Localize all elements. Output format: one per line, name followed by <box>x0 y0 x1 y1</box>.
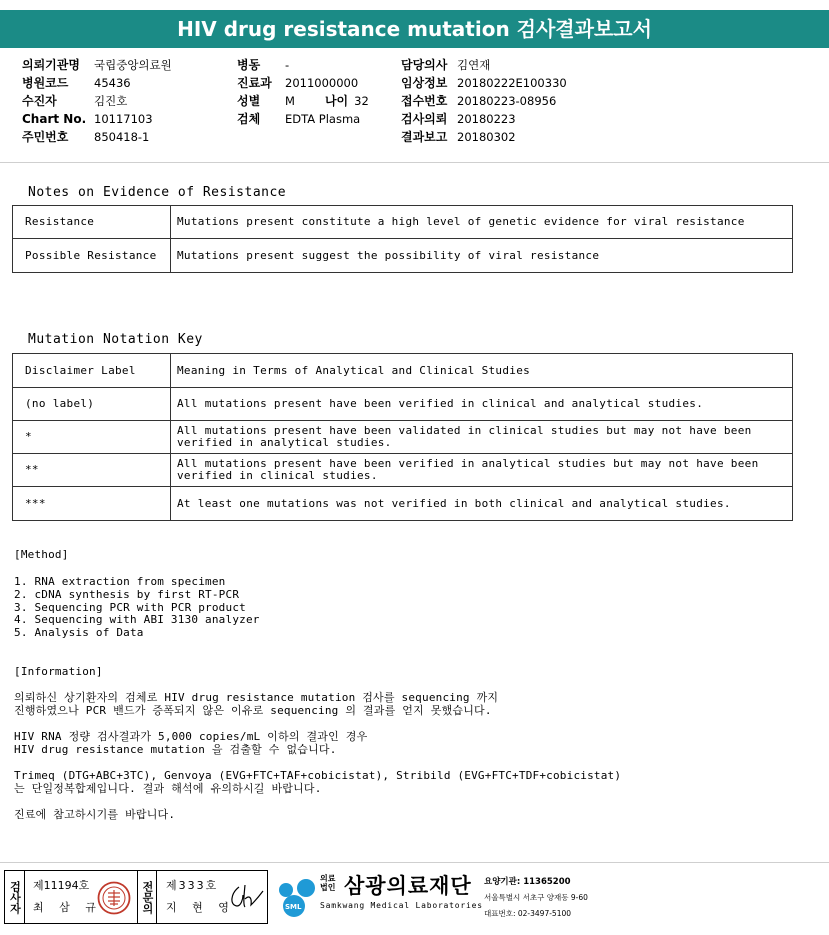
table-cell: *** <box>13 487 171 521</box>
table-cell: All mutations present have been validated in clinical studies but may not have been verified in analytical studies. <box>171 421 793 454</box>
info-row: 병원코드 45436 <box>22 76 131 90</box>
reviewer-license: 제333호 <box>166 879 219 892</box>
info-row: 임상정보 20180222E100330 <box>401 76 567 90</box>
sml-logo-text: SML <box>285 903 302 911</box>
reviewer-label: 전문의 <box>137 871 157 923</box>
info-row: 검사의뢰 20180223 <box>401 112 516 126</box>
key-title: Mutation Notation Key <box>28 332 203 347</box>
sml-logo-icon <box>272 872 318 918</box>
info-paragraph: 는 단일정복합제입니다. 결과 해석에 유의하시길 바랍니다. <box>14 782 322 795</box>
info-row: 병동 - <box>237 58 290 72</box>
table-row <box>13 239 793 273</box>
lab-corporate-tag: 의료법인 <box>320 874 336 892</box>
table-cell: Mutations present suggest the possibility of viral resistance <box>171 239 793 273</box>
info-row: 진료과 2011000000 <box>237 76 359 90</box>
table-row <box>13 421 793 454</box>
table-cell: Disclaimer Label <box>13 354 171 388</box>
info-paragraph: 진료에 참고하시기를 바랍니다. <box>14 808 176 821</box>
info-row: 접수번호 20180223-08956 <box>401 94 557 108</box>
info-row: 주민번호 850418-1 <box>22 130 150 144</box>
report-title: HIV drug resistance mutation 검사결과보고서 <box>0 10 829 48</box>
info-paragraph: HIV drug resistance mutation 을 검출할 수 없습니다. <box>14 743 337 756</box>
table-cell: * <box>13 421 171 454</box>
reviewer-name: 지 현 영 <box>166 901 235 914</box>
info-row: 성별 M 나이 32 <box>237 94 369 108</box>
lab-code: 요양기관: 11365200 <box>484 877 571 887</box>
info-row: 수진자 김진호 <box>22 94 128 108</box>
table-cell: Meaning in Terms of Analytical and Clinical Studies <box>171 354 793 388</box>
info-paragraph: HIV RNA 정량 검사결과가 5,000 copies/mL 이하의 결과인 경우 <box>14 730 368 743</box>
method-step: 1. RNA extraction from specimen <box>14 575 226 588</box>
info-row: 결과보고 20180302 <box>401 130 516 144</box>
method-step: 5. Analysis of Data <box>14 626 144 640</box>
age-label: 나이 <box>324 94 349 108</box>
signature-icon <box>225 879 265 915</box>
table-row <box>13 354 793 388</box>
table-cell: At least one mutations was not verified in both clinical and analytical studies. <box>171 487 793 521</box>
table-cell: All mutations present have been verified in clinical and analytical studies. <box>171 388 793 421</box>
patient-info-col1 <box>22 56 172 146</box>
footer-divider <box>0 862 829 863</box>
seal-stamp-icon <box>97 881 131 915</box>
patient-info-col3 <box>401 56 567 146</box>
information-title: [Information] <box>14 665 103 678</box>
tester-name: 최 삼 규 <box>33 901 102 914</box>
lab-english-name: Samkwang Medical Laboratories <box>320 901 483 910</box>
table-row <box>13 454 793 487</box>
lab-name: 삼광의료재단 <box>344 874 472 898</box>
header-divider <box>0 162 829 163</box>
tester-license: 제11194호 <box>33 879 90 892</box>
lab-address: 서울특별시 서초구 양재동 9-60 <box>484 893 588 902</box>
table-row <box>13 487 793 521</box>
table-cell: Mutations present constitute a high level of genetic evidence for viral resistance <box>171 206 793 239</box>
info-row: 의뢰기관명 국립중앙의료원 <box>22 58 172 72</box>
table-cell: (no label) <box>13 388 171 421</box>
info-row: Chart No. 10117103 <box>22 112 153 126</box>
method-step: 4. Sequencing with ABI 3130 analyzer <box>14 613 260 627</box>
tester-label: 검사자 <box>5 871 25 923</box>
table-cell: All mutations present have been verified in analytical studies but may not have been verified in clinical studies. <box>171 454 793 487</box>
patient-info-col2 <box>237 56 369 128</box>
age-value: 32 <box>354 94 369 108</box>
info-row: 담당의사 김연재 <box>401 58 491 72</box>
info-paragraph: 진행하였으나 PCR 밴드가 증폭되지 않은 이유로 sequencing 의 결과를 얻지 못했습니다. <box>14 704 492 717</box>
table-cell: Resistance <box>13 206 171 239</box>
notes-table <box>12 205 793 273</box>
table-row <box>13 206 793 239</box>
key-table <box>12 353 793 521</box>
info-row: 검체 EDTA Plasma <box>237 112 361 126</box>
info-paragraph: Trimeq (DTG+ABC+3TC), Genvoya (EVG+FTC+TAF+cobicistat), Stribild (EVG+FTC+TDF+cobicistat) <box>14 769 622 782</box>
method-title: [Method] <box>14 548 69 561</box>
table-row <box>13 388 793 421</box>
lab-phone: 대표번호: 02-3497-5100 <box>484 909 572 918</box>
info-paragraph: 의뢰하신 상기환자의 검체로 HIV drug resistance mutation 검사를 sequencing 까지 <box>14 691 499 704</box>
lab-contact <box>484 874 588 922</box>
method-step: 3. Sequencing PCR with PCR product <box>14 600 246 614</box>
signature-box <box>4 870 268 924</box>
notes-title: Notes on Evidence of Resistance <box>28 185 287 200</box>
table-cell: Possible Resistance <box>13 239 171 273</box>
table-cell: ** <box>13 454 171 487</box>
method-step: 2. cDNA synthesis by first RT-PCR <box>14 587 240 601</box>
